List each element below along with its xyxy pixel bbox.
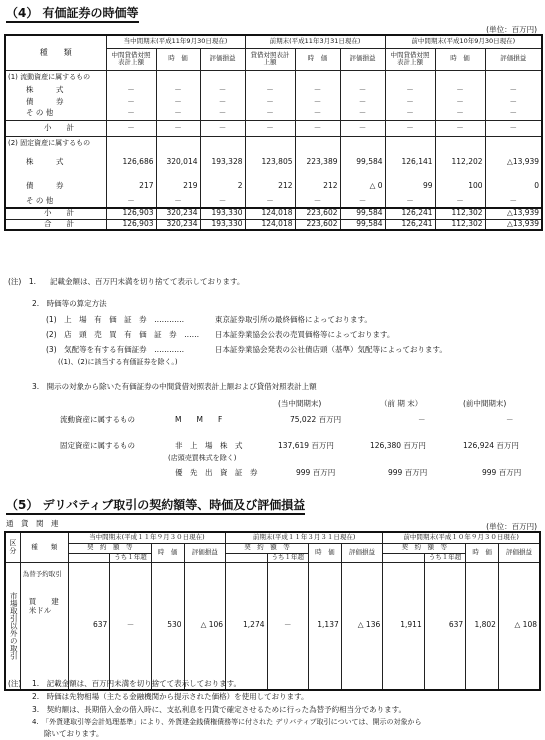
table-cell: －	[485, 108, 542, 120]
table-cell: －	[295, 120, 340, 136]
method-2-desc: 日本証券業協会公表の売買価格等によっております。	[215, 330, 395, 339]
header-period-current: 当中間期末(平成11年9月30日現在)	[106, 35, 245, 48]
table-cell: －	[340, 196, 385, 208]
table-cell: －	[485, 96, 542, 108]
table-cell: 112,302	[435, 219, 485, 230]
table-cell: －	[340, 96, 385, 108]
row-label: 合 計	[5, 219, 106, 230]
table-cell	[340, 70, 385, 84]
table-cell: －	[435, 108, 485, 120]
method-note: ((1)、(2)に該当する有価証券を除く。)	[58, 358, 178, 366]
row-label: そ の 他	[5, 108, 106, 120]
header-valuation: 評価損益	[498, 543, 540, 562]
unit-label: (単位：百万円)	[486, 25, 537, 34]
note5-4: 4. 「外貨建取引等会計処理基準」により、外貨建金銭債権債務等に付された デリバティブ取引については、開示の対象から	[32, 718, 422, 726]
table-cell: －	[200, 196, 245, 208]
excl-row3-current: 999 百万円	[296, 468, 336, 477]
table-cell: 126,241	[385, 219, 435, 230]
header-market-value: 時 価	[156, 48, 200, 70]
table-row	[5, 120, 542, 136]
method-2-item: (2) 店 頭 売 買 有 価 証 券 ……	[46, 330, 200, 339]
table-cell: 320,234	[156, 208, 200, 219]
table-cell: 124,018	[245, 208, 295, 219]
header-book-value: 中間貸借対照表計上額	[106, 48, 156, 70]
table-cell	[485, 136, 542, 149]
row-label: そ の 他	[5, 196, 106, 208]
header-contract: 契 約 額 等	[226, 543, 309, 553]
header-market-value: 時 価	[151, 543, 184, 562]
table-row	[5, 136, 542, 149]
header-period-prior-interim: 前中間期末(平成10年9月30日現在)	[385, 35, 542, 48]
table-cell	[156, 70, 200, 84]
excl-row2-prior-year: 126,380 百万円	[370, 441, 426, 450]
table-cell: －	[385, 108, 435, 120]
note5-3: 3. 契約額は、長期借入金の借入時に、支払利息を円貨で確定させるために行った為替予約相当分であります。	[32, 705, 407, 714]
excl-row1-current: 75,022 百万円	[290, 415, 342, 424]
table-cell: －	[485, 84, 542, 96]
excl-row3-kind: 優 先 出 資 証 券	[175, 468, 258, 477]
table-cell: －	[156, 96, 200, 108]
table-cell: －	[245, 196, 295, 208]
table-cell: －	[385, 84, 435, 96]
table-cell	[295, 136, 340, 149]
header-over-1yr: うち１年超	[424, 553, 465, 562]
table-cell: －	[106, 196, 156, 208]
securities-valuation-table	[4, 34, 543, 231]
table-cell: 0	[485, 176, 542, 196]
table-cell: －	[245, 108, 295, 120]
header5-current: 当中間期末(平成１１年９月３０日現在)	[68, 532, 225, 543]
table-cell: △13,939	[485, 149, 542, 176]
table-cell: 223,602	[295, 208, 340, 219]
header-market-value: 時 価	[295, 48, 340, 70]
table-cell	[106, 136, 156, 149]
header-market-value: 時 価	[309, 543, 342, 562]
excl-header-current: (当中間期末)	[278, 399, 322, 408]
unit-label-5: (単位：百万円)	[486, 522, 537, 531]
header-kind: 種 類	[5, 35, 106, 70]
table-cell	[106, 70, 156, 84]
table-cell	[385, 70, 435, 84]
row-label: 小 計	[5, 120, 106, 136]
excl-row1-kind: M M F	[175, 415, 223, 424]
note5-label: (注)	[8, 679, 22, 688]
table-cell: 99,584	[340, 208, 385, 219]
table-cell: 126,903	[106, 219, 156, 230]
note5-1: 1. 記載金額は、百万円未満を切り捨てて表示しております。	[32, 679, 242, 688]
table-cell: 112,202	[435, 149, 485, 176]
note-1-label: (注) 1.	[8, 277, 37, 286]
note-1: 記載金額は、百万円未満を切り捨てて表示しております。	[50, 277, 245, 286]
kind-cell: 為替予約取引 買 建 米ドル	[20, 562, 68, 690]
table-cell: －	[485, 196, 542, 208]
header-book-value: 貸借対照表計上額	[245, 48, 295, 70]
table-row	[5, 70, 542, 84]
excl-row1-label: 流動資産に属するもの	[60, 415, 135, 424]
table-row	[5, 196, 542, 208]
row-label: (1) 流動資産に属するもの	[5, 70, 106, 84]
cell-current-market: 530	[151, 562, 184, 690]
header-valuation: 評価損益	[485, 48, 542, 70]
table-cell: －	[106, 108, 156, 120]
table-cell: －	[295, 196, 340, 208]
table-cell: －	[156, 84, 200, 96]
excl-row2-kind: 非 上 場 株 式	[175, 441, 243, 450]
table-cell: －	[435, 120, 485, 136]
method-3-item: (3) 気配等を有する有価証券 …………	[46, 345, 185, 354]
table-cell: －	[295, 96, 340, 108]
header-kind-5: 種 類	[20, 532, 68, 562]
cell-prior-over1yr: －	[267, 562, 308, 690]
header-over-1yr: うち１年超	[110, 553, 151, 562]
note5-2: 2. 時価は先物相場（主たる金融機関から提示された価格）を使用しております。	[32, 692, 309, 701]
cell-prior-interim-over1yr: 637	[424, 562, 465, 690]
header-valuation: 評価損益	[340, 48, 385, 70]
excl-row3-prior-interim: 999 百万円	[482, 468, 522, 477]
table-cell	[485, 70, 542, 84]
table-cell: －	[200, 120, 245, 136]
excl-row1-prior-interim: －	[506, 415, 514, 424]
header-market-value: 時 価	[435, 48, 485, 70]
excl-row2-prior-interim: 126,924 百万円	[463, 441, 519, 450]
table-cell: 219	[156, 176, 200, 196]
table-cell	[245, 70, 295, 84]
table-cell: 126,141	[385, 149, 435, 176]
table-cell: －	[385, 196, 435, 208]
cell-prior-market: 1,137	[309, 562, 342, 690]
table-cell: 99	[385, 176, 435, 196]
table-cell: －	[485, 120, 542, 136]
header-contract: 契 約 額 等	[68, 543, 151, 553]
table-cell: －	[245, 96, 295, 108]
derivatives-table	[4, 531, 541, 691]
row-label: 債 券	[5, 176, 106, 196]
table-cell: 193,328	[200, 149, 245, 176]
table-cell: －	[156, 196, 200, 208]
table-cell: －	[156, 120, 200, 136]
header-valuation: 評価損益	[341, 543, 383, 562]
excl-row2-current: 137,619 百万円	[278, 441, 334, 450]
cell-prior-contract: 1,274	[226, 562, 267, 690]
kubun-cell: 市場取引以外の取引	[5, 562, 20, 690]
table-cell: －	[295, 84, 340, 96]
excl-row2-label: 固定資産に属するもの	[60, 441, 135, 450]
currency-subtitle: 通 貨 関 連	[6, 519, 59, 528]
table-cell: 126,686	[106, 149, 156, 176]
cell-current-contract: 637	[68, 562, 109, 690]
table-cell: 126,903	[106, 208, 156, 219]
table-cell: －	[385, 96, 435, 108]
table-cell	[156, 136, 200, 149]
row-label: 債 券	[5, 96, 106, 108]
table-cell: 193,330	[200, 208, 245, 219]
table-cell: －	[340, 84, 385, 96]
table-cell: 99,584	[340, 149, 385, 176]
table-cell: －	[435, 196, 485, 208]
header5-prior-interim: 前中間期末(平成１０年９月３０日現在)	[383, 532, 540, 543]
header-contract: 契 約 額 等	[383, 543, 466, 553]
excl-row2-sub: (店頭売買株式を除く)	[168, 454, 237, 462]
table-cell: －	[295, 108, 340, 120]
table-cell	[435, 70, 485, 84]
note5-4-cont: 除いております。	[44, 729, 104, 738]
header5-prior-year: 前期末(平成１１年３月３１日現在)	[226, 532, 383, 543]
table-cell	[385, 136, 435, 149]
row-label: 株 式	[5, 149, 106, 176]
header-kubun: 区 分	[5, 532, 20, 562]
table-cell: 99,584	[340, 219, 385, 230]
table-cell: 123,805	[245, 149, 295, 176]
header-market-value: 時 価	[466, 543, 499, 562]
table-cell: 193,330	[200, 219, 245, 230]
table-cell: －	[435, 96, 485, 108]
table-cell: －	[106, 120, 156, 136]
table-cell: －	[340, 120, 385, 136]
table-cell: 223,602	[295, 219, 340, 230]
table-cell	[200, 70, 245, 84]
row-label: 小 計	[5, 208, 106, 219]
table-cell: 320,234	[156, 219, 200, 230]
table-cell: －	[435, 84, 485, 96]
table-cell	[245, 136, 295, 149]
table-cell: －	[200, 96, 245, 108]
excl-header-prior-year: （前 期 末）	[380, 399, 423, 408]
cell-prior-interim-market: 1,802	[466, 562, 499, 690]
table-cell: 112,302	[435, 208, 485, 219]
table-cell: －	[200, 108, 245, 120]
table-cell: －	[385, 120, 435, 136]
table-cell: 212	[295, 176, 340, 196]
table-cell	[200, 136, 245, 149]
table-cell: 124,018	[245, 219, 295, 230]
table-cell: △13,939	[485, 208, 542, 219]
cell-prior-valuation: △ 136	[341, 562, 383, 690]
method-1-item: (1) 上 場 有 価 証 券 …………	[46, 315, 185, 324]
table-row	[5, 108, 542, 120]
excl-header-prior-interim: (前中間期末)	[463, 399, 507, 408]
table-row	[5, 176, 542, 196]
excl-row1-prior-year: －	[418, 415, 426, 424]
table-cell: －	[200, 84, 245, 96]
table-cell: 223,389	[295, 149, 340, 176]
table-row	[5, 149, 542, 176]
header-valuation: 評価損益	[200, 48, 245, 70]
table-row	[5, 96, 542, 108]
cell-current-over1yr: －	[110, 562, 151, 690]
table-row	[5, 84, 542, 96]
header-over-1yr: うち１年超	[267, 553, 308, 562]
table-cell: 100	[435, 176, 485, 196]
table-cell: －	[106, 84, 156, 96]
table-cell: △ 0	[340, 176, 385, 196]
note-3-heading: 3. 開示の対象から除いた有価証券の中間貸借対照表計上額および貸借対照表計上額	[32, 382, 317, 391]
table-row	[5, 219, 542, 230]
row-label: (2) 固定資産に属するもの	[5, 136, 106, 149]
table-cell: △13,939	[485, 219, 542, 230]
table-cell: 126,241	[385, 208, 435, 219]
method-3-desc: 日本証券業協会発表の公社債店頭（基準）気配等によっております。	[215, 345, 447, 354]
table-cell	[295, 70, 340, 84]
cell-prior-interim-valuation: △ 108	[498, 562, 540, 690]
table-cell: 217	[106, 176, 156, 196]
table-cell: －	[340, 108, 385, 120]
cell-current-valuation: △ 106	[184, 562, 226, 690]
table-cell: 2	[200, 176, 245, 196]
table-cell: －	[106, 96, 156, 108]
row-label: 株 式	[5, 84, 106, 96]
table-cell: 320,014	[156, 149, 200, 176]
table-cell	[340, 136, 385, 149]
note-2-heading: 2. 時価等の算定方法	[32, 299, 107, 308]
table-cell: －	[156, 108, 200, 120]
table-cell: －	[245, 84, 295, 96]
excl-row3-prior-year: 999 百万円	[388, 468, 428, 477]
header-valuation: 評価損益	[184, 543, 226, 562]
table-cell	[435, 136, 485, 149]
table-cell: －	[245, 120, 295, 136]
section-4-title: （4） 有価証券の時価等	[6, 4, 139, 21]
section-5-title: （5） デリバティブ取引の契約額等、時価及び評価損益	[6, 496, 305, 513]
header-book-value: 中間貸借対照表計上額	[385, 48, 435, 70]
table-cell: 212	[245, 176, 295, 196]
cell-prior-interim-contract: 1,911	[383, 562, 424, 690]
table-row	[5, 208, 542, 219]
header-period-prior-year: 前期末(平成11年3月31日現在)	[245, 35, 385, 48]
method-1-desc: 東京証券取引所の最終価格によっております。	[215, 315, 372, 324]
